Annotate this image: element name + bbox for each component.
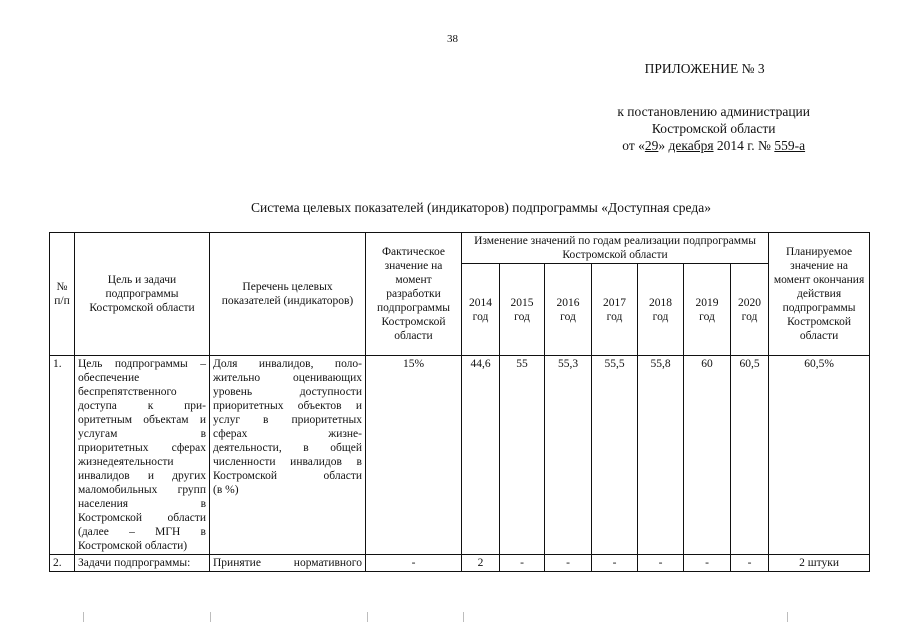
scan-artifact (463, 612, 464, 622)
goal-line: услугам в (78, 428, 206, 440)
date-day: 29 (644, 138, 659, 153)
scan-artifact (210, 612, 211, 622)
header-year: 2016 год (545, 264, 592, 356)
row-actual: - (366, 555, 462, 572)
row-goal (75, 356, 210, 555)
table-row (50, 555, 870, 572)
date-month: декабря (668, 138, 714, 153)
goal-line: беспрепятственного (78, 386, 177, 398)
approval-block (617, 60, 810, 154)
indicator-line: (в %) (213, 484, 239, 496)
goal-line: приоритетных сферах (78, 442, 206, 454)
header-actual: Фактическое значение на момент разработки подпрограммы Костромской области (366, 233, 462, 356)
goal-line: доступа к при- (78, 400, 206, 412)
header-planned: Планируемое значение на момент окончания действия подпрограммы Костромской области (769, 233, 870, 356)
goal-line: маломобильных групп (78, 484, 206, 496)
header-row-1 (50, 233, 870, 264)
row-year-value: 60 (684, 356, 731, 555)
appendix-title: ПРИЛОЖЕНИЕ № 3 (644, 61, 765, 76)
indicator-line: деятельности, в общей (213, 442, 362, 454)
indicator-line: услуг в приоритетных (213, 414, 362, 426)
goal-line: Задачи подпрограммы: (78, 557, 191, 569)
goal-line: инвалидов и других (78, 470, 206, 482)
header-num: № п/п (50, 233, 75, 356)
goal-line: обеспечение (78, 372, 140, 384)
header-year: 2019 год (684, 264, 731, 356)
approval-date-line (617, 137, 810, 154)
indicators-table (49, 232, 870, 572)
header-year: 2020 год (731, 264, 769, 356)
header-change: Изменение значений по годам реализации подпрограммы Костромской области (462, 233, 769, 264)
row-year-value: - (545, 555, 592, 572)
date-mid: » (658, 138, 669, 153)
goal-line: населения в (78, 498, 206, 510)
date-year: 2014 г. № (713, 138, 775, 153)
goal-line: жизнедеятельности (78, 456, 174, 468)
row-year-value: 55,5 (592, 356, 638, 555)
header-goal: Цель и задачи подпрограммы Костромской области (75, 233, 210, 356)
row-year-value: - (638, 555, 684, 572)
approval-line-2: Костромской области (651, 121, 776, 136)
header-year: 2018 год (638, 264, 684, 356)
row-goal (75, 555, 210, 572)
page-number: 38 (447, 33, 458, 45)
row-num: 2. (50, 555, 75, 572)
row-indicator (210, 356, 366, 555)
header-indicators: Перечень целевых показателей (индикаторов) (210, 233, 366, 356)
header-year: 2015 год (500, 264, 545, 356)
approval-line-1: к постановлению администрации (617, 104, 810, 119)
date-prefix: от « (622, 138, 645, 153)
row-planned: 60,5% (769, 356, 870, 555)
goal-line: Костромской области (78, 512, 206, 524)
indicator-line: численности инвалидов в (213, 456, 362, 468)
goal-line: Костромской области) (78, 540, 188, 552)
indicator-line: Принятие нормативного (213, 557, 362, 569)
indicator-line: сферах жизне- (213, 428, 362, 440)
indicator-line: жительно оценивающих (213, 372, 362, 384)
decree-number: 559-а (774, 138, 806, 153)
row-year-value: - (592, 555, 638, 572)
row-actual: 15% (366, 356, 462, 555)
header-year: 2017 год (592, 264, 638, 356)
row-year-value: 44,6 (462, 356, 500, 555)
goal-line: оритетным объектам и (78, 414, 206, 426)
row-num: 1. (50, 356, 75, 555)
scan-artifact (787, 612, 788, 622)
scan-artifact (83, 612, 84, 622)
header-year: 2014 год (462, 264, 500, 356)
row-year-value: 2 (462, 555, 500, 572)
row-year-value: 55 (500, 356, 545, 555)
goal-line: Цель подпрограммы – (78, 358, 206, 370)
row-year-value: 60,5 (731, 356, 769, 555)
scan-artifact (367, 612, 368, 622)
row-year-value: - (500, 555, 545, 572)
indicator-line: уровень доступности (213, 386, 362, 398)
indicator-line: приоритетных объектов и (213, 400, 362, 412)
indicator-line: Доля инвалидов, поло- (213, 358, 362, 370)
row-indicator (210, 555, 366, 572)
indicator-line: Костромской области (213, 470, 362, 482)
table-row (50, 356, 870, 555)
row-year-value: 55,8 (638, 356, 684, 555)
row-year-value: 55,3 (545, 356, 592, 555)
goal-line: (далее – МГН в (78, 526, 206, 538)
row-year-value: - (731, 555, 769, 572)
document-title: Система целевых показателей (индикаторов) подпрограммы «Доступная среда» (251, 200, 711, 215)
row-year-value: - (684, 555, 731, 572)
row-planned: 2 штуки (769, 555, 870, 572)
